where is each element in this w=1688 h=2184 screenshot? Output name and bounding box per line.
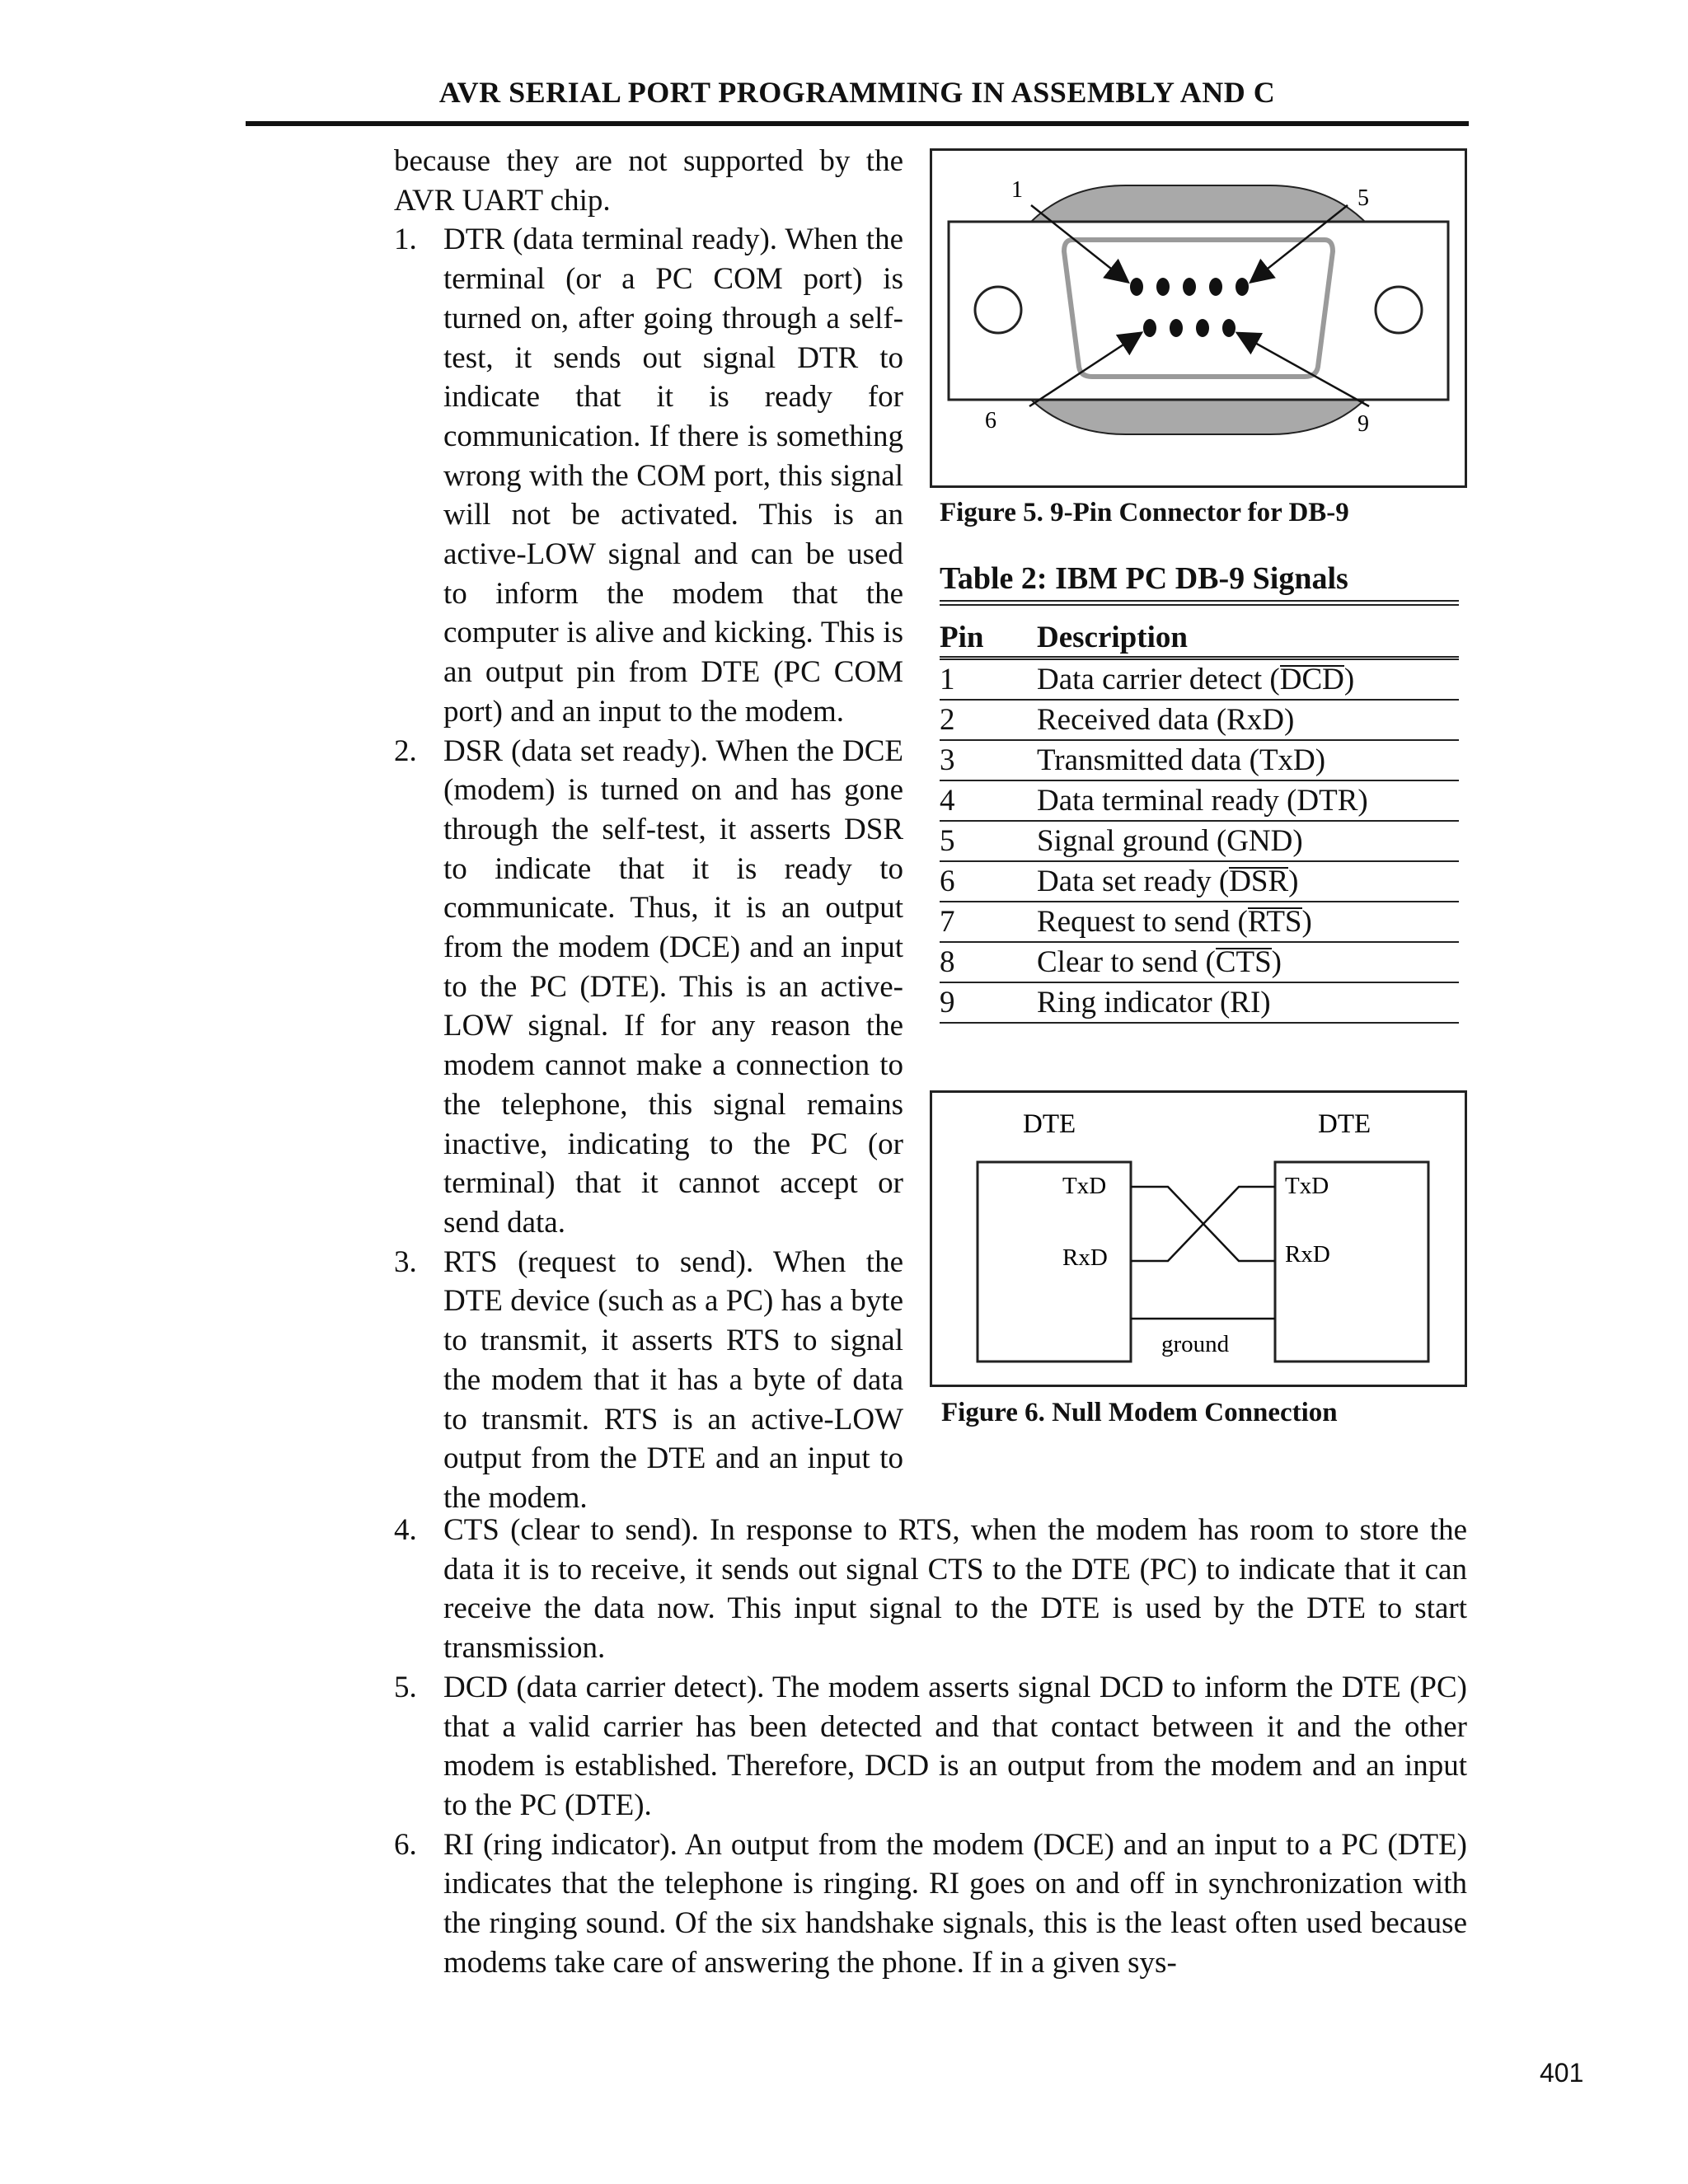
pin-label-5: 5 (1357, 185, 1369, 211)
dte-left-box (978, 1162, 1131, 1361)
list-number: 5. (394, 1670, 417, 1704)
mounting-hole-left (975, 287, 1021, 333)
pin-cell: 5 (940, 821, 1037, 861)
col-header-description: Description (1037, 621, 1188, 654)
close-paren: ) (1260, 986, 1271, 1019)
right-txd-label: TxD (1285, 1173, 1329, 1199)
left-column (394, 142, 903, 1518)
close-paren: ) (1284, 703, 1295, 737)
description-text: Ring indicator ( (1037, 986, 1231, 1019)
description-text: Data carrier detect ( (1037, 663, 1280, 696)
dte-right-label: DTE (1318, 1109, 1372, 1139)
close-paren: ) (1315, 743, 1326, 777)
pin-cell: 7 (940, 902, 1037, 942)
signal-abbrev: RxD (1226, 703, 1284, 737)
header-rule (246, 121, 1469, 126)
list-item-4 (394, 1511, 1467, 1668)
table-row (940, 780, 1459, 821)
figure6-caption: Figure 6. Null Modem Connection (941, 1398, 1338, 1427)
connector-top-lobe (1031, 185, 1365, 222)
pin-cell: 9 (940, 982, 1037, 1023)
list-text: CTS (clear to send). In response to RTS, when the modem has room to store the data it is to receive, it sends out signal CTS to the DTE (PC) to indicate that it can receive the data now. This input signal to the DTE is used by the DTE to start transmission. (443, 1513, 1467, 1666)
intro-paragraph: because they are not supported by the AVR UART chip. (394, 144, 903, 218)
description-cell (1037, 780, 1459, 821)
pin-cell: 1 (940, 658, 1037, 701)
signal-abbrev: DSR (1229, 862, 1288, 901)
description-text: Transmitted data ( (1037, 743, 1259, 777)
description-text: Signal ground ( (1037, 824, 1227, 858)
list-item-1 (394, 220, 903, 731)
db9-connector-drawing (932, 151, 1465, 485)
close-paren: ) (1288, 865, 1299, 898)
description-text: Data terminal ready ( (1037, 784, 1297, 818)
col-header-pin: Pin (940, 621, 984, 654)
list-text: DCD (data carrier detect). The modem asserts signal DCD to inform the DTE (PC) that a valid carrier has been detected and that contact between it and the other modem is established. Therefore, DCD is an output from the modem and an input to the PC (DTE). (443, 1670, 1467, 1822)
table-title-rule-2 (940, 604, 1459, 606)
table-row (940, 658, 1459, 701)
table-row (940, 861, 1459, 902)
description-cell (1037, 982, 1459, 1023)
description-text: Received data ( (1037, 703, 1227, 737)
description-cell (1037, 658, 1459, 701)
signal-abbrev: DCD (1280, 660, 1344, 699)
list-number: 1. (394, 223, 417, 257)
pin-cell: 3 (940, 740, 1037, 780)
list-item-2 (394, 732, 903, 1243)
table-row (940, 740, 1459, 780)
description-cell (1037, 942, 1459, 982)
description-cell (1037, 740, 1459, 780)
signal-abbrev: RI (1230, 986, 1261, 1019)
table-row (940, 821, 1459, 861)
signal-abbrev: RTS (1248, 902, 1302, 941)
null-modem-drawing (932, 1093, 1465, 1385)
table-title-rule (940, 600, 1459, 602)
description-cell (1037, 861, 1459, 902)
pin-cell: 8 (940, 942, 1037, 982)
left-txd-label: TxD (1062, 1173, 1107, 1199)
signal-abbrev: TxD (1259, 743, 1315, 777)
description-cell (1037, 700, 1459, 740)
table-row (940, 700, 1459, 740)
table-row (940, 902, 1459, 942)
left-rxd-label: RxD (1062, 1244, 1108, 1271)
connector-shell (949, 222, 1448, 400)
dte-left-label: DTE (1023, 1109, 1076, 1139)
ground-label: ground (1161, 1331, 1230, 1357)
list-text: RTS (request to send). When the DTE device (such as a PC) has a byte to transmit, it asserts RTS to signal the modem that it has a byte of data to transmit. RTS is an active-LOW output from the DTE and an input to the modem. (443, 1244, 903, 1515)
signal-abbrev: CTS (1216, 943, 1272, 982)
signal-abbrev: GND (1226, 824, 1293, 858)
bottom-column (394, 1511, 1467, 1982)
list-number: 2. (394, 733, 417, 768)
table-title: Table 2: IBM PC DB-9 Signals (940, 561, 1348, 596)
pin-cell: 6 (940, 861, 1037, 902)
list-text: RI (ring indicator). An output from the modem (DCE) and an input to a PC (DTE) indicates that the telephone is ringing. RI goes on and off in synchronization with the ringing sound. Of the six handshake signals, this is the least often used because modems take care of answering the phone. If in a given sys- (443, 1827, 1467, 1980)
close-paren: ) (1292, 824, 1303, 858)
pin-label-1: 1 (1011, 177, 1023, 203)
list-item-6 (394, 1825, 1467, 1983)
description-cell (1037, 902, 1459, 942)
close-paren: ) (1357, 784, 1368, 818)
list-number: 4. (394, 1513, 417, 1547)
table-row (940, 982, 1459, 1023)
pin-cell: 4 (940, 780, 1037, 821)
signal-abbrev: DTR (1296, 784, 1358, 818)
mounting-hole-right (1376, 287, 1422, 333)
description-text: Clear to send ( (1037, 945, 1216, 979)
list-item-3 (394, 1243, 903, 1518)
list-text: DSR (data set ready). When the DCE (modem) is turned on and has gone through the self-test, it asserts DSR to indicate that it is ready to communicate. Thus, it is an output from the modem (DCE) and an input to the PC (DTE). This is an active-LOW signal. If for any reason the modem cannot make a connection to the telephone, this signal remains inactive, indicating to the PC (or terminal) that it cannot accept or send data. (443, 733, 903, 1240)
close-paren: ) (1343, 663, 1355, 696)
figure-null-modem (930, 1090, 1467, 1387)
close-paren: ) (1271, 945, 1282, 979)
connector-bottom-lobe (1031, 400, 1365, 434)
list-number: 3. (394, 1244, 417, 1279)
table-row (940, 942, 1459, 982)
description-text: Data set ready ( (1037, 865, 1230, 898)
crossover-wires (1131, 1187, 1275, 1319)
description-text: Request to send ( (1037, 905, 1248, 939)
pin-cell: 2 (940, 700, 1037, 740)
list-number: 6. (394, 1827, 417, 1862)
running-head: AVR SERIAL PORT PROGRAMMING IN ASSEMBLY AND C (438, 76, 1276, 109)
db9-signal-table (940, 620, 1459, 1024)
description-cell (1037, 821, 1459, 861)
close-paren: ) (1301, 905, 1312, 939)
page-number: 401 (1540, 2058, 1584, 2088)
list-item-5 (394, 1668, 1467, 1825)
list-text: DTR (data terminal ready). When the terminal (or a PC COM port) is turned on, after going through a self-test, it sends out signal DTR to indicate that it is ready for communication. If there is something wrong with the COM port, this signal will not be activated. This is an active-LOW signal and can be used to inform the modem that the computer is alive and kicking. This is an output pin from DTE (PC COM port) and an input to the modem. (443, 223, 903, 729)
pin-label-6: 6 (985, 408, 996, 434)
figure-db9-connector (930, 148, 1467, 488)
right-rxd-label: RxD (1285, 1241, 1330, 1268)
table-header-row (940, 620, 1459, 658)
figure5-caption: Figure 5. 9-Pin Connector for DB-9 (940, 498, 1349, 527)
pin-label-9: 9 (1357, 411, 1369, 437)
